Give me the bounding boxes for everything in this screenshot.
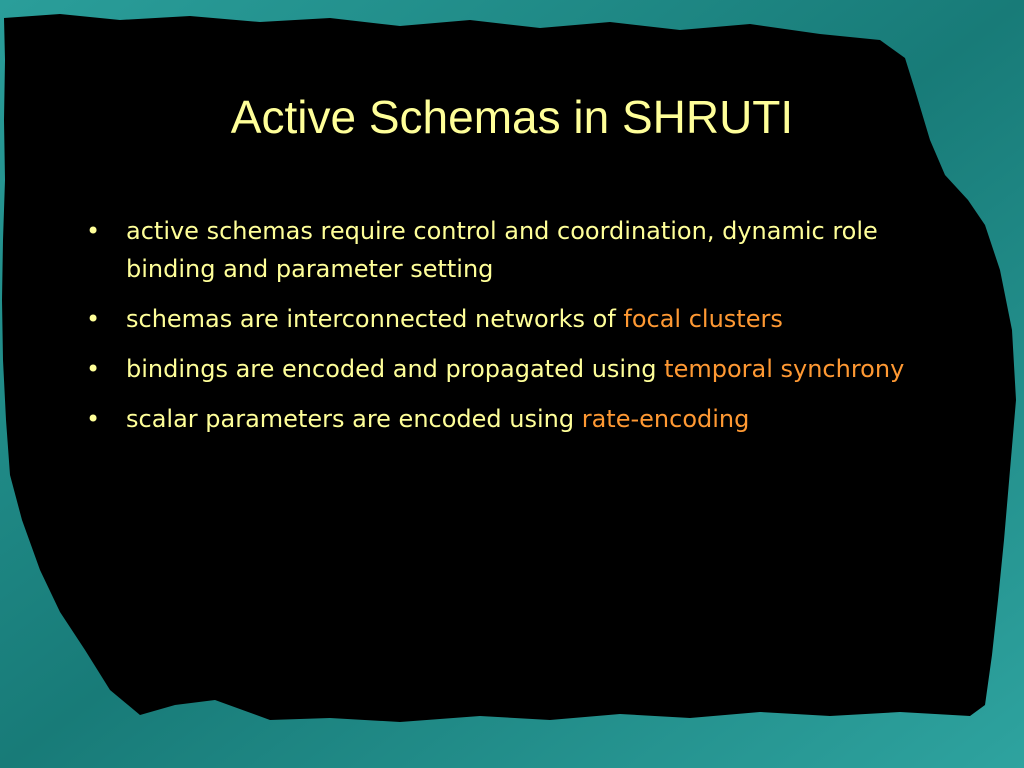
slide-title: Active Schemas in SHRUTI [230,91,794,143]
bullet-item [86,350,906,388]
bullet-item [86,300,906,338]
bullet-dot: • [86,305,101,333]
bullet-dot: • [86,355,101,383]
bullet-text: active schemas require control and coordination, dynamic role binding and parameter setting [126,217,878,283]
bullet-text: schemas are interconnected networks of [126,305,624,333]
bullet-list [86,212,906,450]
bullet-text: scalar parameters are encoded using [126,405,582,433]
bullet-dot: • [86,217,101,245]
bullet-highlight: temporal synchrony [664,355,905,383]
bullet-dot: • [86,405,101,433]
bullet-text: bindings are encoded and propagated using [126,355,665,383]
bullet-highlight: rate-encoding [581,405,750,433]
bullet-item [86,212,906,288]
bullet-item [86,400,906,438]
bullet-highlight: focal clusters [623,305,783,333]
